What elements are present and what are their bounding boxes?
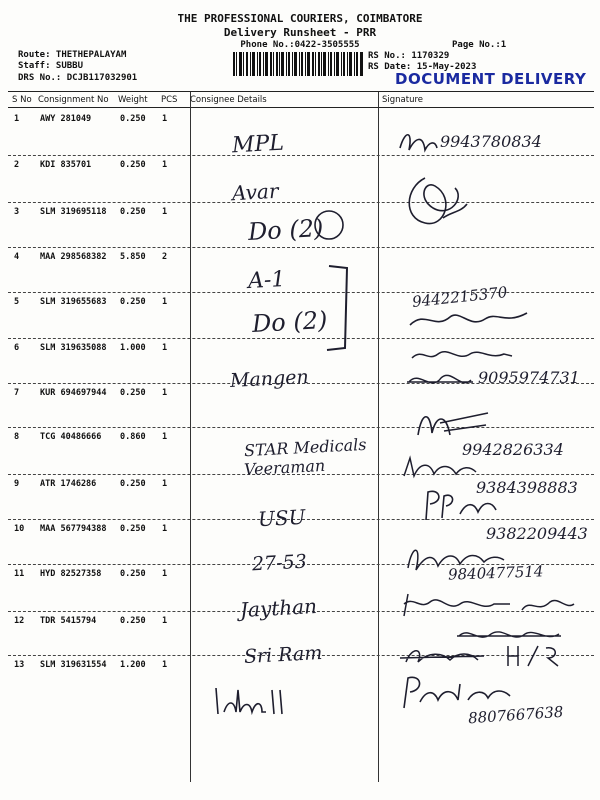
row-consignment: SLM 319635088	[40, 343, 107, 353]
row-weight: 5.850	[120, 252, 146, 262]
signature-scribble	[410, 405, 490, 441]
consignee-handwriting: USU	[257, 504, 307, 532]
col-signature: Signature	[382, 95, 424, 105]
runsheet-title: Delivery Runsheet - PRR	[223, 26, 377, 39]
consignee-handwriting: Veeraman	[243, 455, 326, 480]
row-consignment: SLM 319655683	[40, 297, 107, 307]
consignee-handwriting: Sri Ram	[243, 641, 323, 669]
row-consignment: KUR 694697944	[40, 388, 107, 398]
row-sno: 5	[14, 297, 20, 307]
col-consignment: Consignment No	[38, 95, 109, 105]
consignee-handwriting: MPL	[231, 130, 285, 159]
row-pcs: 1	[162, 207, 168, 217]
signature-scribble	[395, 128, 440, 158]
signature-phone: 8807667638	[467, 702, 564, 728]
row-consignment: SLM 319695118	[40, 207, 107, 217]
row-pcs: 1	[162, 388, 168, 398]
row-sno: 9	[14, 479, 20, 489]
signature-scribble	[420, 488, 500, 524]
signature-phone: 9943780834	[440, 132, 542, 151]
signature-phone: 9840477514	[447, 562, 544, 584]
row-sno: 1	[14, 114, 20, 124]
row-pcs: 1	[162, 160, 168, 170]
col-consignee: Consignee Details	[190, 95, 267, 105]
row-weight: 0.250	[120, 160, 146, 170]
consignee-scribble	[210, 684, 300, 718]
header-bottom-rule	[8, 107, 594, 108]
row-pcs: 1	[162, 114, 168, 124]
table-row	[8, 384, 594, 430]
row-weight: 0.250	[120, 297, 146, 307]
consignee-handwriting: Avar	[231, 178, 280, 206]
signature-scribble	[405, 305, 535, 335]
rs-number: RS No.: 1170329	[368, 51, 450, 61]
rs-date: RS Date: 15-May-2023	[368, 62, 477, 72]
signature-scribble	[398, 672, 518, 712]
row-weight: 0.250	[120, 569, 146, 579]
row-consignment: MAA 298568382	[40, 252, 107, 262]
col-weight: Weight	[118, 95, 148, 105]
consignee-handwriting: Do (2)	[247, 214, 325, 246]
consignee-handwriting: 27-53	[251, 550, 308, 576]
circle-mark	[312, 208, 346, 242]
row-weight: 1.200	[120, 660, 146, 670]
row-consignment: KDI 835701	[40, 160, 92, 170]
row-weight: 0.860	[120, 432, 146, 442]
row-consignment: TCG 40486666	[40, 432, 102, 442]
row-sno: 3	[14, 207, 20, 217]
signature-scribble	[398, 590, 578, 620]
col-sno: S No	[12, 95, 32, 105]
company-name: THE PROFESSIONAL COURIERS, COIMBATORE	[177, 12, 423, 25]
row-pcs: 1	[162, 616, 168, 626]
row-pcs: 1	[162, 569, 168, 579]
signature-scribble	[398, 640, 578, 670]
row-weight: 0.250	[120, 207, 146, 217]
consignee-handwriting: STAR Medicals	[243, 434, 367, 461]
bracket-mark	[325, 262, 355, 354]
page-number: Page No.:1	[452, 40, 507, 50]
row-pcs: 2	[162, 252, 168, 262]
signature-scribble	[405, 368, 475, 394]
row-consignment: AWY 281049	[40, 114, 92, 124]
signature-scribble	[408, 342, 528, 368]
signature-phone: 9384398883	[476, 478, 578, 497]
row-weight: 0.250	[120, 616, 146, 626]
row-pcs: 1	[162, 432, 168, 442]
signature-scribble	[400, 452, 480, 482]
row-consignment: HYD 82527358	[40, 569, 102, 579]
consignee-handwriting: Jaythan	[239, 594, 318, 622]
row-weight: 0.250	[120, 114, 146, 124]
row-sno: 6	[14, 343, 20, 353]
row-consignment: SLM 319631554	[40, 660, 107, 670]
consignee-handwriting: Do (2)	[251, 306, 329, 338]
row-sno: 10	[14, 524, 25, 534]
consignee-handwriting: A-1	[247, 267, 286, 294]
row-sno: 8	[14, 432, 20, 442]
row-weight: 0.250	[120, 479, 146, 489]
row-consignment: ATR 1746286	[40, 479, 97, 489]
row-sno: 12	[14, 616, 25, 626]
signature-scribble	[395, 168, 485, 238]
row-consignment: TDR 5415794	[40, 616, 97, 626]
consignee-handwriting: Mangen	[229, 365, 310, 393]
row-sno: 11	[14, 569, 25, 579]
row-weight: 0.250	[120, 524, 146, 534]
row-consignment: MAA 567794388	[40, 524, 107, 534]
table-top-rule	[8, 91, 594, 92]
signature-phone: 9442215370	[411, 283, 509, 311]
route: Route: THETHEPALAYAM	[18, 50, 127, 60]
phone-number: Phone No.:0422-3505555	[240, 40, 360, 50]
row-pcs: 1	[162, 479, 168, 489]
row-pcs: 1	[162, 343, 168, 353]
table-row	[8, 156, 594, 202]
row-sno: 4	[14, 252, 20, 262]
document-delivery-stamp: DOCUMENT DELIVERY	[395, 70, 587, 88]
signature-phone: 9382209443	[486, 524, 588, 543]
row-sno: 2	[14, 160, 20, 170]
staff: Staff: SUBBU	[18, 61, 84, 71]
signature-phone: 9095974731	[478, 368, 580, 387]
barcode-image	[233, 52, 363, 76]
row-sno: 13	[14, 660, 25, 670]
drs-number: DRS No.: DCJB117032901	[18, 73, 138, 83]
col-pcs: PCS	[161, 95, 178, 105]
row-weight: 1.000	[120, 343, 146, 353]
row-sno: 7	[14, 388, 20, 398]
row-pcs: 1	[162, 297, 168, 307]
row-weight: 0.250	[120, 388, 146, 398]
row-pcs: 1	[162, 524, 168, 534]
signature-phone: 9942826334	[462, 440, 564, 459]
row-pcs: 1	[162, 660, 168, 670]
